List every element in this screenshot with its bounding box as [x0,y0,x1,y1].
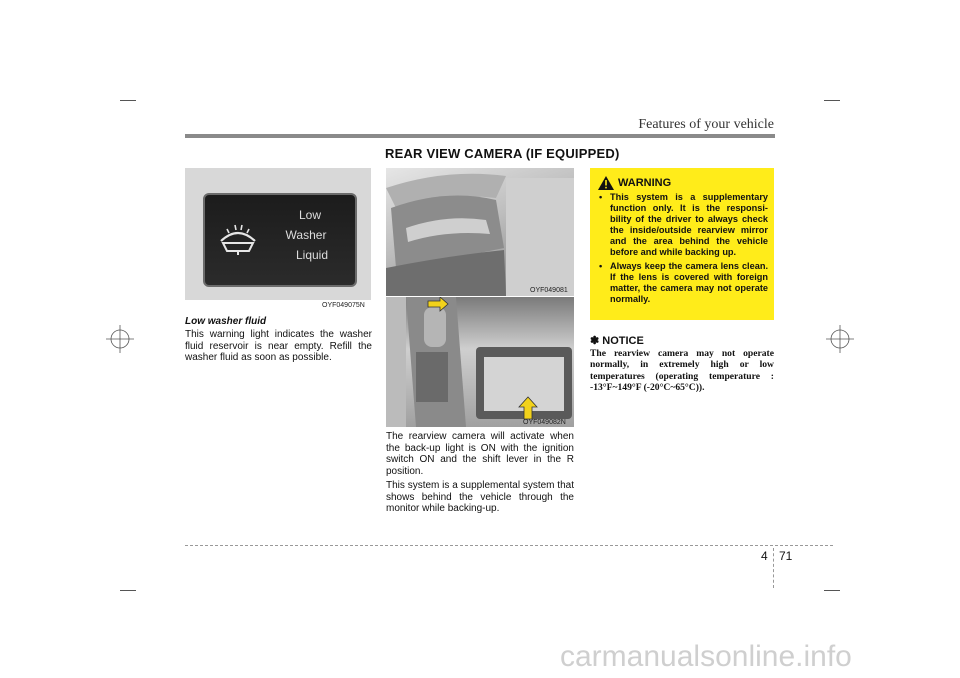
lamp-text-low: Low [298,208,321,222]
camera-paragraph-2: This system is a supplemental system that shows behind the vehicle through the monitor while backing-up. [386,480,574,515]
warning-header [598,176,768,190]
chapter-number: 4 [761,549,768,563]
registration-mark-left [106,325,134,353]
registration-mark-right [826,325,854,353]
watermark: carmanualsonline.info [560,640,852,673]
camera-paragraph-1: The rearview camera will activate when the back-up light is ON with the ignition switch ON and the shift lever in the R position. [386,431,574,477]
crop-mark [120,590,136,591]
figure-code-photo1: OYF049081 [530,287,568,294]
warning-box [590,168,774,320]
washer-text: This warning light indicates the washer fluid reservoir is near empty. Refill the washer fluid as soon as possible. [185,329,372,364]
washer-warning-display [185,168,371,300]
warning-list [596,192,768,308]
notice-title: ✽ NOTICE [590,335,644,347]
notice-text: The rearview camera may not operate normally, in extremely high or low temperatures (operating temperature : -13°F~149°F (-20°C~65°C)). [590,348,774,394]
lamp-text-washer: Washer [285,228,327,242]
crop-mark [824,100,840,101]
lamp-text-liquid: Liquid [295,248,329,262]
page-number-separator [773,548,775,588]
header-rule [185,134,775,138]
crop-mark [824,590,840,591]
figure-code-photo2: OYF049082N [523,419,566,426]
crop-mark [120,100,136,101]
page-number: 71 [779,549,793,563]
washer-fluid-icon [215,219,261,259]
console-monitor-photo [386,297,574,427]
section-title: REAR VIEW CAMERA (IF EQUIPPED) [385,146,620,161]
rear-car-photo [386,168,574,296]
arrow-icon [426,297,450,313]
warning-item: • Always keep the camera lens clean. If the lens is covered with foreign matter, the camera may not operate normally. [596,261,768,305]
washer-heading: Low washer fluid [185,316,267,327]
figure-code-lamp: OYF049075N [322,302,365,309]
footer-rule [185,545,833,546]
page-header-title: Features of your vehicle [638,117,774,132]
warning-title: WARNING [618,177,672,189]
warning-triangle-icon [598,176,614,190]
cluster-screen [203,193,357,287]
arrow-icon [518,395,538,421]
warning-item: • This system is a supplementary function only. It is the responsi-bility of the driver to always check the inside/outside rearview mirror and the area behind the vehicle before and while backing up. [596,192,768,258]
